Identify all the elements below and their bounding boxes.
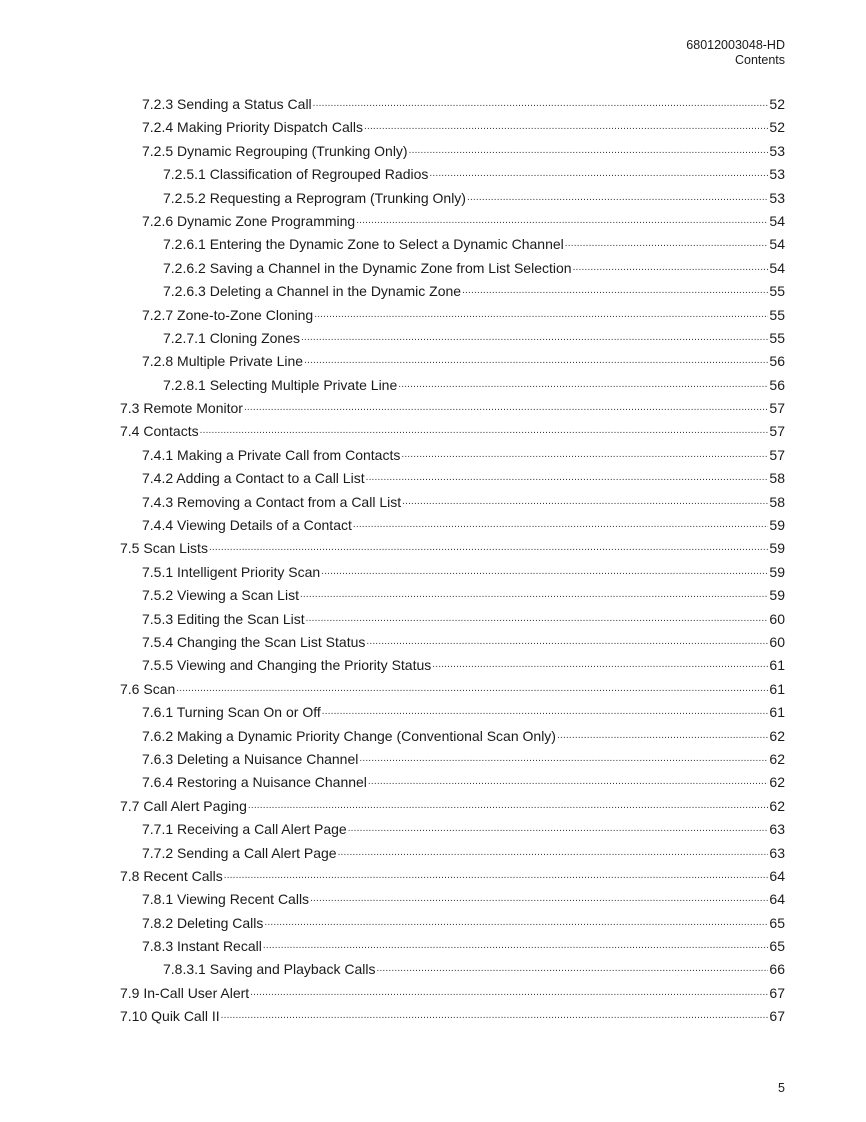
toc-entry-title: 7.9 In-Call User Alert [120, 984, 250, 1001]
toc-entry[interactable] [120, 235, 785, 258]
toc-entry-page: 59 [769, 517, 785, 534]
toc-entry-page: 63 [769, 821, 785, 838]
toc-entry[interactable] [120, 118, 785, 141]
toc-entry-title: 7.5.5 Viewing and Changing the Priority Status [142, 657, 432, 674]
dot-leader [368, 773, 769, 787]
toc-entry[interactable] [120, 656, 785, 679]
dot-leader [321, 563, 768, 577]
toc-entry-page: 67 [769, 984, 785, 1001]
dot-leader [221, 1007, 769, 1021]
toc-entry-page: 62 [769, 774, 785, 791]
dot-leader [248, 797, 769, 811]
toc-entry-title: 7.10 Quik Call II [120, 1008, 220, 1025]
toc-entry[interactable] [120, 516, 785, 539]
toc-entry-page: 56 [769, 376, 785, 393]
toc-entry-title: 7.8.3.1 Saving and Playback Calls [163, 961, 376, 978]
dot-leader [429, 165, 768, 179]
toc-entry-title: 7.2.3 Sending a Status Call [142, 96, 312, 112]
toc-entry[interactable] [120, 610, 785, 633]
toc-entry[interactable] [120, 259, 785, 282]
toc-entry-page: 65 [769, 914, 785, 931]
toc-entry-title: 7.2.6.1 Entering the Dynamic Zone to Select a Dynamic Channel [163, 236, 564, 253]
toc-entry-title: 7.7 Call Alert Paging [120, 797, 247, 814]
dot-leader [467, 189, 768, 203]
toc-entry-title: 7.8.3 Instant Recall [142, 938, 262, 955]
toc-entry-title: 7.2.5.2 Requesting a Reprogram (Trunking Only) [163, 189, 466, 206]
toc-entry[interactable] [120, 539, 785, 562]
toc-entry-page: 61 [769, 657, 785, 674]
toc-entry-title: 7.6.3 Deleting a Nuisance Channel [142, 750, 359, 767]
toc-entry[interactable] [120, 189, 785, 212]
toc-entry-title: 7.5.4 Changing the Scan List Status [142, 633, 366, 650]
toc-entry-title: 7.5.2 Viewing a Scan List [142, 587, 299, 604]
dot-leader [264, 914, 768, 928]
toc-entry-title: 7.2.6.2 Saving a Channel in the Dynamic Zone from List Selection [163, 259, 572, 276]
toc-entry-title: 7.2.7.1 Cloning Zones [163, 329, 300, 346]
toc-entry[interactable] [120, 797, 785, 820]
dot-leader [364, 118, 768, 132]
toc-entry-page: 63 [769, 844, 785, 861]
toc-entry-title: 7.8 Recent Calls [120, 867, 223, 884]
toc-entry-title: 7.4.2 Adding a Contact to a Call List [142, 470, 365, 487]
toc-entry-page: 57 [769, 446, 785, 463]
toc-entry-page: 60 [769, 610, 785, 627]
toc-entry[interactable] [120, 1007, 785, 1030]
toc-entry-title: 7.4 Contacts [120, 423, 199, 440]
toc-entry[interactable] [120, 960, 785, 983]
dot-leader [366, 633, 768, 647]
toc-entry-title: 7.5 Scan Lists [120, 540, 208, 557]
toc-entry[interactable] [120, 820, 785, 843]
toc-entry-title: 7.2.8 Multiple Private Line [142, 353, 304, 370]
page-number: 5 [778, 1081, 785, 1095]
dot-leader [322, 703, 769, 717]
toc-entry-title: 7.6.4 Restoring a Nuisance Channel [142, 774, 367, 791]
toc-entry[interactable] [120, 282, 785, 305]
toc-entry[interactable] [120, 142, 785, 165]
toc-entry[interactable] [120, 446, 785, 469]
toc-entry[interactable] [120, 399, 785, 422]
dot-leader [314, 306, 768, 320]
toc-entry-title: 7.7.2 Sending a Call Alert Page [142, 844, 337, 861]
toc-entry[interactable] [120, 680, 785, 703]
toc-entry-title: 7.7.1 Receiving a Call Alert Page [142, 821, 347, 838]
toc-entry[interactable] [120, 727, 785, 750]
toc-entry-page: 55 [769, 329, 785, 346]
dot-leader [557, 727, 768, 741]
toc-entry[interactable] [120, 586, 785, 609]
dot-leader [176, 680, 768, 694]
toc-entry-title: 7.2.5 Dynamic Regrouping (Trunking Only) [142, 142, 408, 159]
toc-entry-title: 7.2.6.3 Deleting a Channel in the Dynamic Zone [163, 283, 462, 300]
toc-entry-title: 7.2.8.1 Selecting Multiple Private Line [163, 376, 398, 393]
toc-entry-page: 54 [769, 259, 785, 276]
toc-entry-page: 57 [769, 400, 785, 417]
dot-leader [300, 586, 768, 600]
toc-entry-page: 57 [769, 423, 785, 440]
toc-entry[interactable] [120, 633, 785, 656]
toc-entry-page: 58 [769, 493, 785, 510]
toc-entry-title: 7.2.7 Zone-to-Zone Cloning [142, 306, 314, 323]
toc-entry-title: 7.2.4 Making Priority Dispatch Calls [142, 119, 363, 136]
table-of-contents [120, 95, 785, 1031]
dot-leader [409, 142, 769, 156]
toc-entry-page: 59 [769, 563, 785, 580]
toc-entry-page: 66 [769, 961, 785, 978]
toc-entry-title: 7.8.2 Deleting Calls [142, 914, 264, 931]
toc-entry[interactable] [120, 329, 785, 352]
toc-entry-title: 7.4.1 Making a Private Call from Contacts [142, 446, 401, 463]
dot-leader [348, 820, 769, 834]
toc-entry[interactable] [120, 750, 785, 773]
toc-entry-page: 59 [769, 587, 785, 604]
toc-entry-title: 7.2.6 Dynamic Zone Programming [142, 212, 356, 229]
toc-entry-page: 60 [769, 633, 785, 650]
toc-entry[interactable] [120, 352, 785, 375]
toc-entry[interactable] [120, 493, 785, 516]
toc-entry[interactable] [120, 306, 785, 329]
toc-entry-title: 7.6.1 Turning Scan On or Off [142, 704, 321, 721]
toc-entry-page: 61 [769, 680, 785, 697]
toc-entry-page: 65 [769, 938, 785, 955]
dot-leader [304, 352, 768, 366]
dot-leader [263, 937, 769, 951]
toc-entry[interactable] [120, 95, 785, 118]
toc-entry-page: 64 [769, 891, 785, 908]
toc-entry-page: 52 [769, 119, 785, 136]
toc-entry-page: 62 [769, 797, 785, 814]
dot-leader [366, 469, 769, 483]
toc-entry-page: 64 [769, 867, 785, 884]
dot-leader [376, 960, 768, 974]
toc-entry-title: 7.5.3 Editing the Scan List [142, 610, 305, 627]
toc-entry[interactable] [120, 469, 785, 492]
toc-entry-title: 7.5.1 Intelligent Priority Scan [142, 563, 321, 580]
toc-entry[interactable] [120, 937, 785, 960]
toc-entry-page: 52 [769, 96, 785, 112]
toc-entry[interactable] [120, 422, 785, 445]
toc-entry-page: 67 [769, 1008, 785, 1025]
toc-entry-title: 7.2.5.1 Classification of Regrouped Radios [163, 166, 429, 183]
toc-entry[interactable] [120, 914, 785, 937]
toc-entry-page: 53 [769, 189, 785, 206]
toc-entry-page: 54 [769, 212, 785, 229]
toc-entry-page: 59 [769, 540, 785, 557]
toc-entry-page: 58 [769, 470, 785, 487]
toc-entry-page: 62 [769, 727, 785, 744]
dot-leader [398, 376, 768, 390]
toc-entry-page: 55 [769, 283, 785, 300]
toc-entry[interactable] [120, 165, 785, 188]
toc-entry[interactable] [120, 984, 785, 1007]
dot-leader [353, 516, 769, 530]
dot-leader [359, 750, 768, 764]
toc-entry-page: 61 [769, 704, 785, 721]
dot-leader [301, 329, 768, 343]
toc-entry-title: 7.8.1 Viewing Recent Calls [142, 891, 310, 908]
toc-entry[interactable] [120, 703, 785, 726]
toc-entry[interactable] [120, 844, 785, 867]
dot-leader [310, 890, 768, 904]
dot-leader [209, 539, 768, 553]
toc-entry-page: 53 [769, 166, 785, 183]
dot-leader [402, 493, 768, 507]
toc-entry[interactable] [120, 773, 785, 796]
dot-leader [244, 399, 768, 413]
dot-leader [356, 212, 768, 226]
toc-entry[interactable] [120, 563, 785, 586]
toc-entry-title: 7.4.3 Removing a Contact from a Call List [142, 493, 402, 510]
toc-entry-title: 7.6.2 Making a Dynamic Priority Change (Conventional Scan Only) [142, 727, 556, 744]
toc-entry[interactable] [120, 867, 785, 890]
toc-entry-page: 53 [769, 142, 785, 159]
toc-entry-title: 7.3 Remote Monitor [120, 400, 243, 417]
toc-entry[interactable] [120, 212, 785, 235]
toc-entry-page: 55 [769, 306, 785, 323]
toc-entry-title: 7.6 Scan [120, 680, 176, 697]
dot-leader [250, 984, 768, 998]
toc-entry-page: 54 [769, 236, 785, 253]
page-header [686, 38, 785, 68]
toc-entry-title: 7.4.4 Viewing Details of a Contact [142, 517, 352, 534]
dot-leader [432, 656, 768, 670]
dot-leader [313, 95, 769, 109]
dot-leader [224, 867, 769, 881]
section-label: Contents [734, 53, 785, 67]
dot-leader [338, 844, 769, 858]
toc-entry-page: 62 [769, 750, 785, 767]
dot-leader [401, 446, 768, 460]
dot-leader [462, 282, 768, 296]
dot-leader [573, 259, 769, 273]
dot-leader [306, 610, 769, 624]
toc-entry[interactable] [120, 376, 785, 399]
dot-leader [200, 422, 769, 436]
toc-entry[interactable] [120, 890, 785, 913]
dot-leader [565, 235, 769, 249]
toc-entry-page: 56 [769, 353, 785, 370]
document-id: 68012003048-HD [686, 38, 785, 52]
